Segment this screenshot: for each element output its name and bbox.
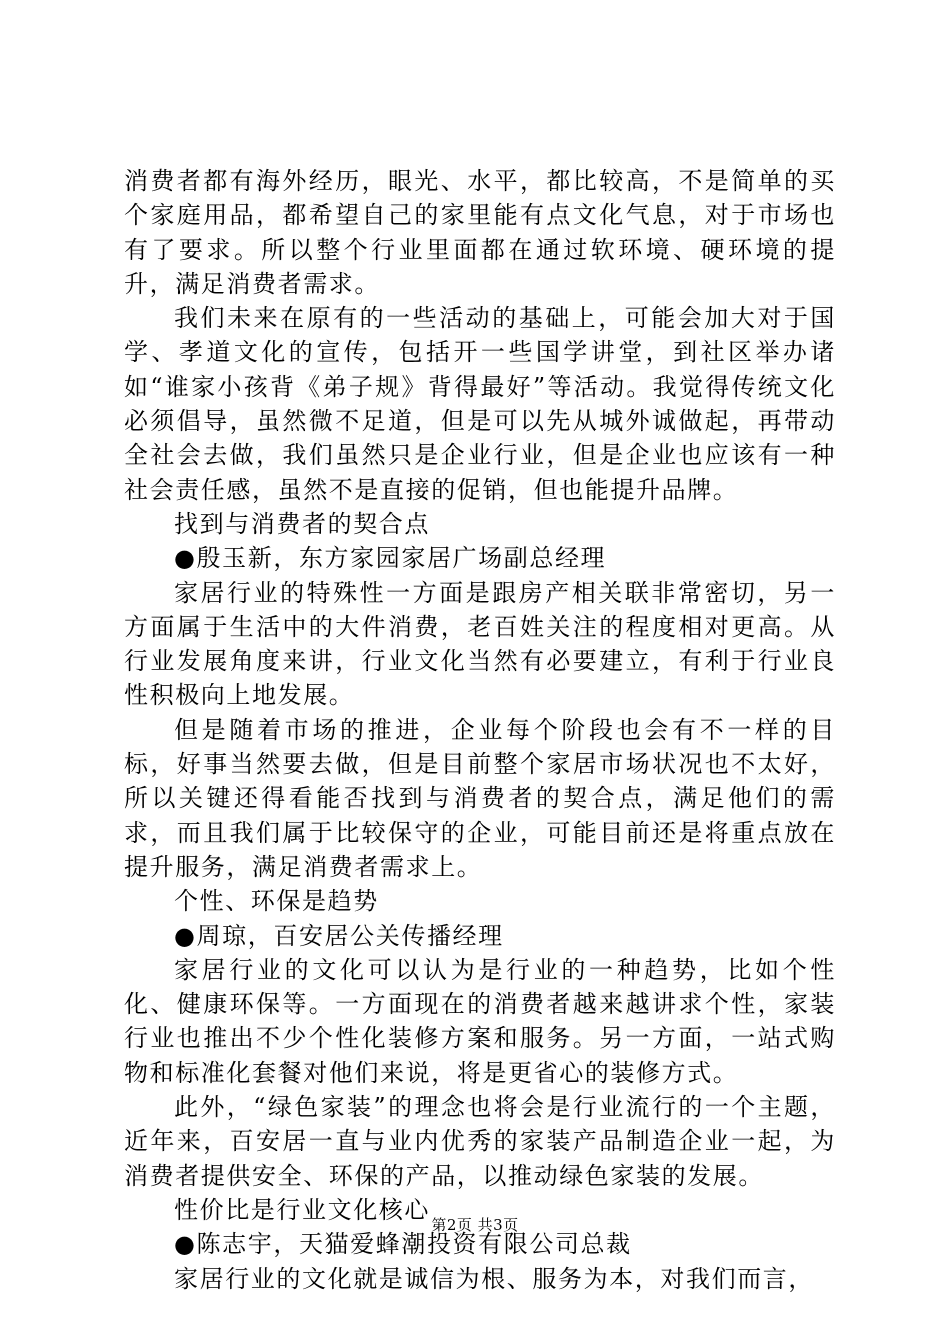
speaker-line: ●陈志宇，天猫爱蜂潮投资有限公司总裁 <box>174 1230 632 1259</box>
section-heading: 找到与消费者的契合点 <box>174 509 430 538</box>
document-body <box>124 164 836 1296</box>
section-heading: 性价比是行业文化核心 <box>174 1195 430 1224</box>
paragraph: 我们未来在原有的一些活动的基础上，可能会加大对于国学、孝道文化的宣传，包括开一些国学讲堂，到社区举办诸如“谁家小孩背《弟子规》背得最好”等活动。我觉得传统文化必须倡导，虽然微不足道，但是可以先从城外诚做起，再带动全社会去做，我们虽然只是企业行业，但是企业也应该有一种社会责任感，虽然不是直接的促销，但也能提升品牌。 <box>124 304 836 504</box>
page-number-footer: 第2页 共3页 <box>431 1216 519 1234</box>
paragraph: 家居行业的特殊性一方面是跟房产相关联非常密切，另一方面属于生活中的大件消费，老百姓关注的程度相对更高。从行业发展角度来讲，行业文化当然有必要建立，有利于行业良性积极向上地发展。 <box>124 578 836 710</box>
paragraph: 但是随着市场的推进，企业每个阶段也会有不一样的目标，好事当然要去做，但是目前整个家居市场状况也不太好，所以关键还得看能否找到与消费者的契合点，满足他们的需求，而且我们属于比较保守的企业，可能目前还是将重点放在提升服务，满足消费者需求上。 <box>124 715 836 881</box>
speaker-line: ●周琼，百安居公关传播经理 <box>174 921 504 950</box>
speaker-line: ●殷玉新，东方家园家居广场副总经理 <box>174 544 607 573</box>
paragraph: 消费者都有海外经历，眼光、水平，都比较高，不是简单的买个家庭用品，都希望自己的家里能有点文化气息，对于市场也有了要求。所以整个行业里面都在通过软环境、硬环境的提升，满足消费者需求。 <box>124 167 836 298</box>
paragraph: 家居行业的文化可以认为是行业的一种趋势，比如个性化、健康环保等。一方面现在的消费者越来越讲求个性，家装行业也推出不少个性化装修方案和服务。另一方面，一站式购物和标准化套餐对他们来说，将是更省心的装修方式。 <box>124 955 836 1087</box>
paragraph: 家居行业的文化就是诚信为根、服务为本，对我们而言， <box>174 1264 814 1293</box>
paragraph: 此外，“绿色家装”的理念也将会是行业流行的一个主题，近年来，百安居一直与业内优秀的家装产品制造企业一起，为消费者提供安全、环保的产品，以推动绿色家装的发展。 <box>124 1093 836 1190</box>
section-heading: 个性、环保是趋势 <box>174 887 379 916</box>
